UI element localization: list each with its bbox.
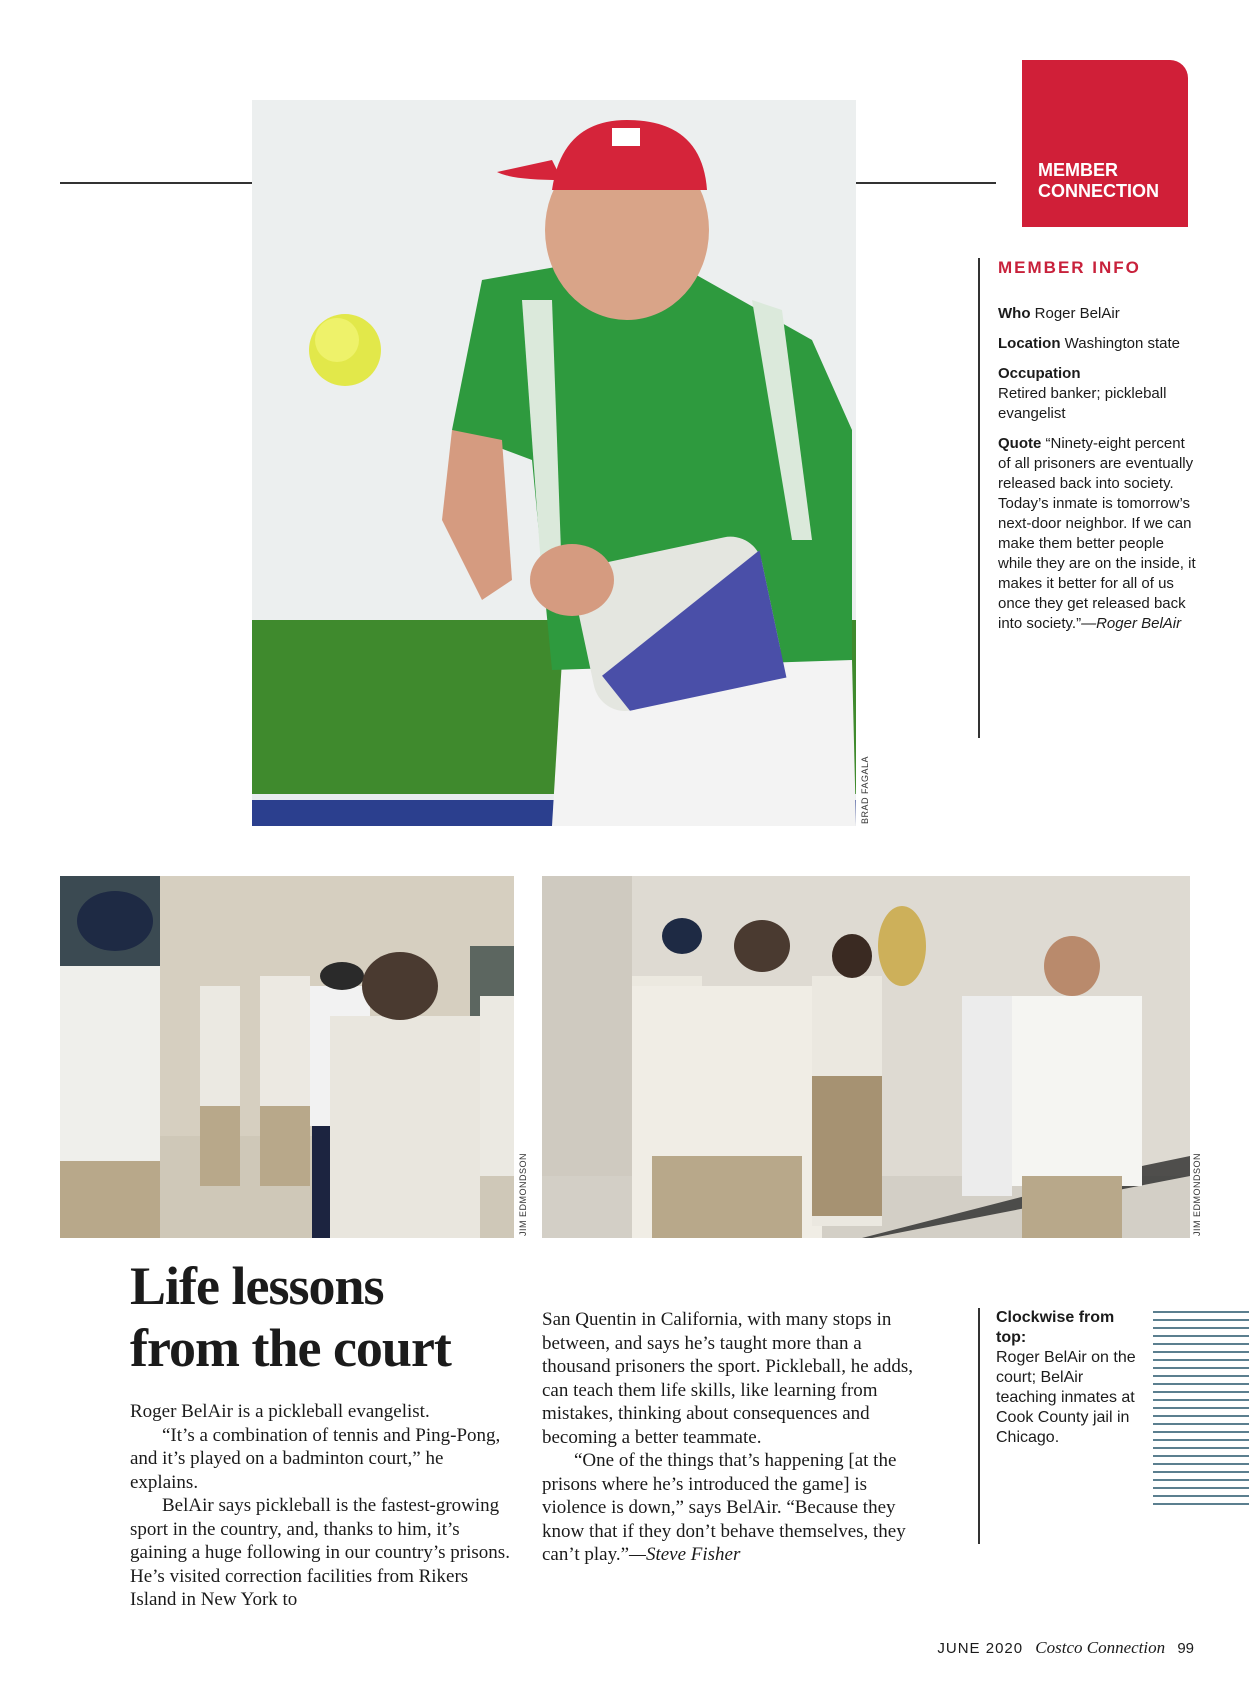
col1-paragraph-3: BelAir says pickleball is the fastest-growing sport in the country, and, thanks to him, it’s gaining a huge following in our country’s prisons. He’s visited correction facilities from Rikers Island in New York to — [130, 1495, 510, 1610]
top-rule-right — [856, 182, 996, 184]
col2-paragraph-1: San Quentin in California, with many stops in between, and says he’s taught more than a thousand prisoners the sport. Pickleball, he adds, can teach them life skills, like learning from mistakes, thinking about consequences and becoming a better teammate. — [542, 1309, 913, 1448]
member-info-body — [998, 304, 1198, 644]
caption-body: Roger BelAir on the court; BelAir teaching inmates at Cook County jail in Chicago. — [996, 1349, 1136, 1446]
col1-paragraph-1: Roger BelAir is a pickleball evangelist. — [130, 1401, 430, 1422]
page-footer — [937, 1638, 1194, 1658]
top-rule-left — [60, 182, 252, 184]
footer-issue: JUNE 2020 — [937, 1640, 1024, 1657]
quote-attribution: —Roger BelAir — [1081, 615, 1182, 632]
article-headline: Life lessons from the court — [130, 1256, 451, 1378]
col1-paragraph-2: “It’s a combination of tennis and Ping-Pong, and it’s played on a badminton court,” he explains. — [130, 1424, 501, 1493]
location-label: Location — [998, 335, 1061, 352]
photo-credit-bottom-left: JIM EDMONDSON — [518, 1153, 528, 1236]
quote-label: Quote — [998, 435, 1042, 452]
caption-lead: Clockwise from top: — [996, 1309, 1115, 1346]
occupation-label: Occupation — [998, 365, 1081, 382]
decorative-line-block — [1153, 1311, 1249, 1511]
article-column-1 — [130, 1400, 512, 1612]
member-info-location — [998, 334, 1198, 354]
photo-credit-top: BRAD FAGALA — [860, 755, 870, 824]
footer-page-number: 99 — [1177, 1640, 1194, 1657]
article-byline: —Steve Fisher — [629, 1544, 741, 1565]
who-value: Roger BelAir — [1034, 305, 1120, 322]
quote-value: “Ninety-eight percent of all prisoners are eventually released back into society. Today’s inmate is tomorrow’s next-door neighbor. If we can make them better people while they are on the inside, it makes it better for all of us once they get released back into society.” — [998, 435, 1196, 632]
section-tag-label: MEMBER CONNECTION — [1038, 160, 1159, 201]
photo-inmates-right — [542, 876, 1190, 1238]
member-info-who — [998, 304, 1198, 324]
col2-paragraph-2-text: “One of the things that’s happening [at the prisons where he’s introduced the game] is violence is down,” says BelAir. “Because they know that if they don’t behave themselves, they can’t play.” — [542, 1450, 906, 1565]
col2-paragraph-2 — [542, 1449, 928, 1567]
member-info-occupation — [998, 364, 1198, 424]
photo-belair-court — [252, 100, 856, 826]
location-value: Washington state — [1064, 335, 1181, 352]
who-label: Who — [998, 305, 1031, 322]
photo-caption — [978, 1308, 1136, 1544]
section-tag — [1022, 60, 1188, 227]
member-info-title: MEMBER INFO — [998, 258, 1141, 277]
member-info-quote — [998, 434, 1198, 634]
caption-text — [996, 1308, 1146, 1448]
photo-inmates-left — [60, 876, 514, 1238]
article-column-2 — [542, 1308, 928, 1567]
footer-magazine: Costco Connection — [1035, 1638, 1166, 1657]
member-info-box — [978, 258, 1200, 738]
photo-credit-bottom-right: JIM EDMONDSON — [1192, 1153, 1202, 1236]
occupation-value: Retired banker; pickleball evangelist — [998, 385, 1167, 422]
